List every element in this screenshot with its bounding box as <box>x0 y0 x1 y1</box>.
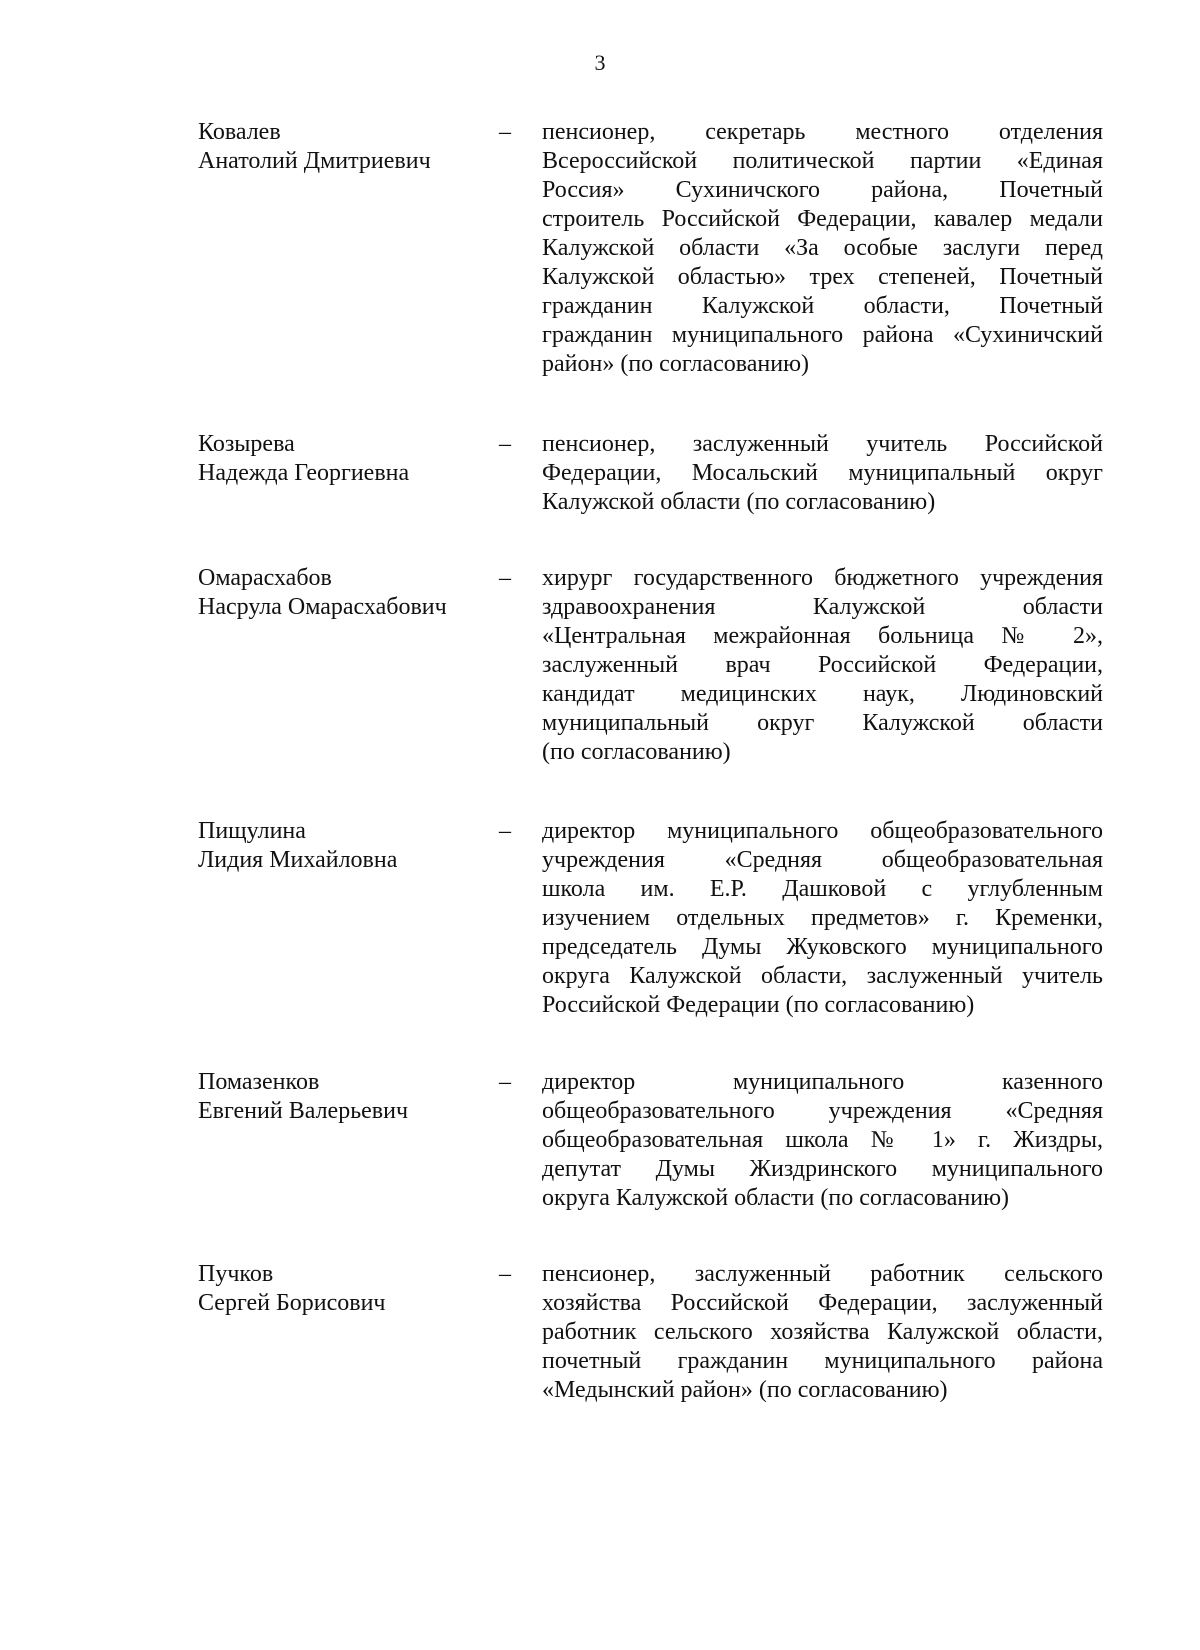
description-line: работник сельского хозяйства Калужской области, <box>542 1319 1103 1345</box>
description-line: хирург государственного бюджетного учреждения <box>542 565 1103 591</box>
member-description <box>542 1068 1103 1213</box>
member-name <box>198 118 498 176</box>
description-line: директор муниципального казенного <box>542 1069 1103 1095</box>
member-surname: Омарасхабов <box>198 565 332 591</box>
description-line: муниципальный округ Калужской области <box>542 710 1103 736</box>
separator-dash: – <box>499 119 511 145</box>
description-line: Всероссийской политической партии «Единая <box>542 148 1103 174</box>
description-line: пенсионер, заслуженный учитель Российской <box>542 431 1103 457</box>
member-given-names: Сергей Борисович <box>198 1290 386 1316</box>
description-line: округа Калужской области (по согласованию) <box>542 1185 1010 1211</box>
member-name <box>198 564 498 622</box>
separator-dash: – <box>499 1261 511 1287</box>
separator-dash: – <box>499 1069 511 1095</box>
description-line: пенсионер, секретарь местного отделения <box>542 119 1103 145</box>
member-given-names: Насрула Омарасхабович <box>198 594 447 620</box>
member-given-names: Евгений Валерьевич <box>198 1098 409 1124</box>
description-line: Калужской области «За особые заслуги перед <box>542 235 1103 261</box>
member-surname: Ковалев <box>198 119 281 145</box>
description-line: Россия» Сухиничского района, Почетный <box>542 177 1103 203</box>
member-description <box>542 564 1103 767</box>
description-line: депутат Думы Жиздринского муниципального <box>542 1156 1103 1182</box>
description-line: хозяйства Российской Федерации, заслуженный <box>542 1290 1103 1316</box>
description-line: Калужской области (по согласованию) <box>542 489 936 515</box>
description-line: (по согласованию) <box>542 739 731 765</box>
member-given-names: Лидия Михайловна <box>198 847 398 873</box>
separator-dash: – <box>499 565 511 591</box>
page-number: 3 <box>594 50 606 75</box>
description-line: район» (по согласованию) <box>542 351 810 377</box>
member-description <box>542 817 1103 1020</box>
description-line: почетный гражданин муниципального района <box>542 1348 1103 1374</box>
member-name <box>198 817 498 875</box>
member-surname: Козырева <box>198 431 295 457</box>
description-line: здравоохранения Калужской области <box>542 594 1103 620</box>
description-line: «Медынский район» (по согласованию) <box>542 1377 948 1403</box>
description-line: гражданин муниципального района «Сухиничский <box>542 322 1103 348</box>
description-line: школа им. Е.Р. Дашковой с углубленным <box>542 876 1103 902</box>
member-description <box>542 1260 1103 1405</box>
description-line: округа Калужской области, заслуженный учитель <box>542 963 1103 989</box>
description-line: общеобразовательная школа № 1» г. Жиздры, <box>542 1127 1103 1153</box>
description-line: учреждения «Средняя общеобразовательная <box>542 847 1103 873</box>
description-line: «Центральная межрайонная больница № 2», <box>542 623 1103 649</box>
description-line: Калужской областью» трех степеней, Почетный <box>542 264 1103 290</box>
separator-dash: – <box>499 818 511 844</box>
member-surname: Пучков <box>198 1261 274 1287</box>
member-name <box>198 430 498 488</box>
member-surname: Помазенков <box>198 1069 320 1095</box>
description-line: строитель Российской Федерации, кавалер медали <box>542 206 1103 232</box>
member-given-names: Анатолий Дмитриевич <box>198 148 431 174</box>
separator-dash: – <box>499 431 511 457</box>
member-surname: Пищулина <box>198 818 306 844</box>
member-description <box>542 118 1103 379</box>
member-given-names: Надежда Георгиевна <box>198 460 410 486</box>
description-line: председатель Думы Жуковского муниципального <box>542 934 1103 960</box>
description-line: гражданин Калужской области, Почетный <box>542 293 1103 319</box>
member-name <box>198 1068 498 1126</box>
member-name <box>198 1260 498 1318</box>
description-line: заслуженный врач Российской Федерации, <box>542 652 1103 678</box>
description-line: Федерации, Мосальский муниципальный округ <box>542 460 1103 486</box>
description-line: кандидат медицинских наук, Людиновский <box>542 681 1103 707</box>
description-line: изучением отдельных предметов» г. Кременки, <box>542 905 1103 931</box>
member-description <box>542 430 1103 517</box>
description-line: общеобразовательного учреждения «Средняя <box>542 1098 1103 1124</box>
description-line: Российской Федерации (по согласованию) <box>542 992 975 1018</box>
description-line: директор муниципального общеобразовательного <box>542 818 1103 844</box>
description-line: пенсионер, заслуженный работник сельского <box>542 1261 1103 1287</box>
